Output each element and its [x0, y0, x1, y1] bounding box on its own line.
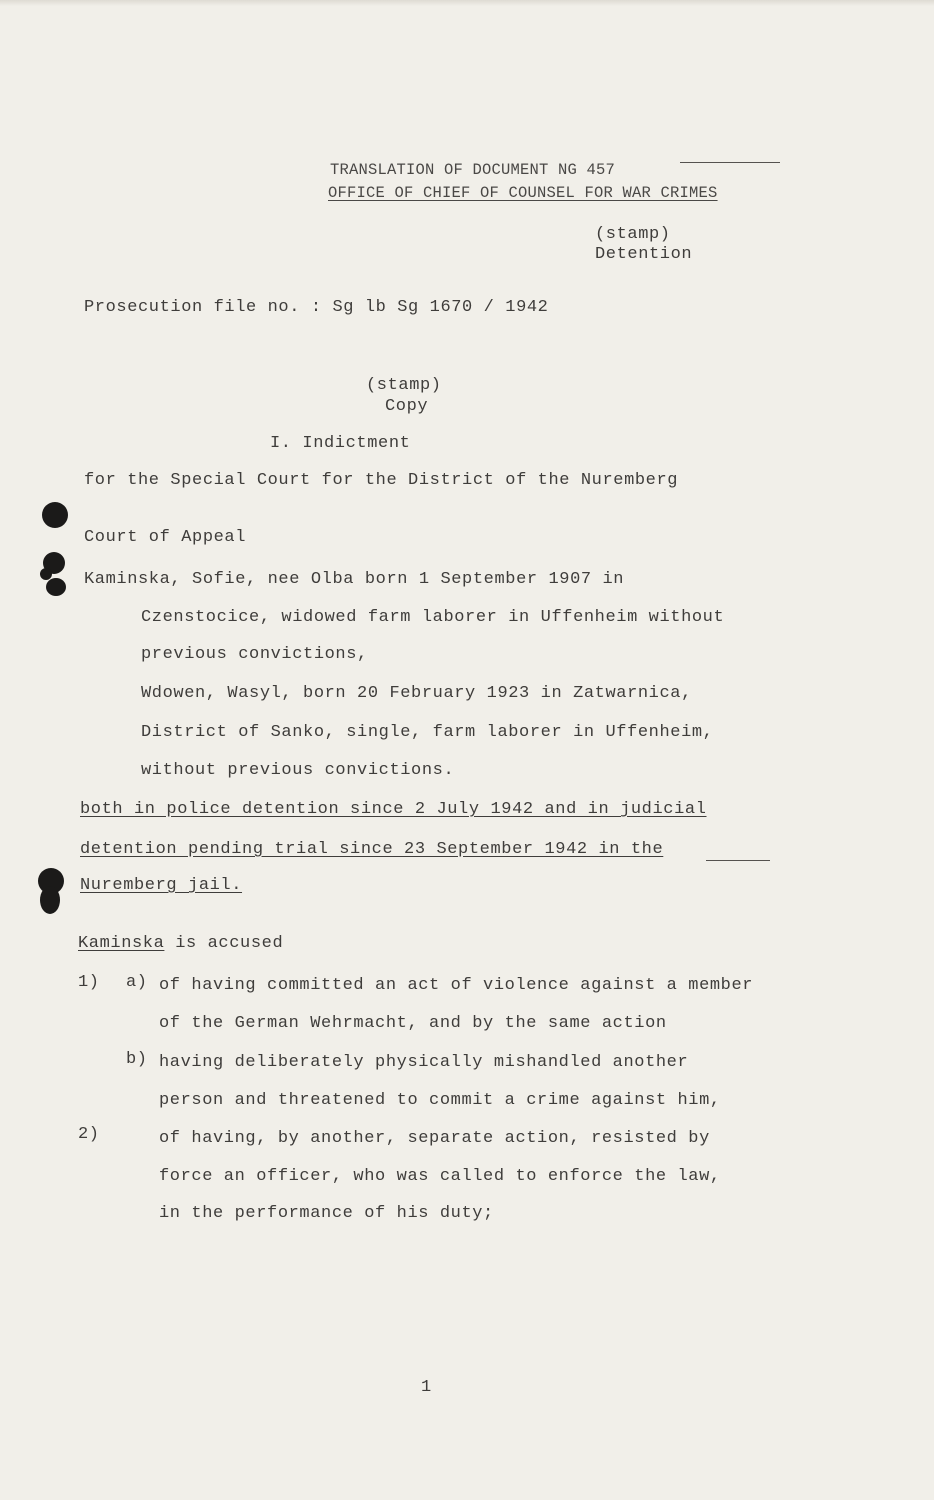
defendant-2-line-2: District of Sanko, single, farm laborer in Uffenheim, [141, 723, 714, 742]
punch-hole [42, 502, 68, 528]
charge-1a-letter: a) [126, 973, 148, 992]
defendant-1-line-1: Kaminska, Sofie, nee Olba born 1 September 1907 in [84, 570, 625, 589]
defendant-1-line-2: Czenstocice, widowed farm laborer in Uffenheim without [141, 608, 725, 627]
detention-line-3: Nuremberg jail. [80, 876, 243, 895]
detention-line-2: detention pending trial since 23 September 1942 in the [80, 840, 664, 859]
charge-1-number: 1) [78, 973, 100, 992]
page-number: 1 [421, 1378, 432, 1397]
charge-1b-line-1: having deliberately physically mishandled another [159, 1053, 689, 1072]
header-rule [680, 162, 780, 163]
detention-line-1: both in police detention since 2 July 1942 and in judicial [80, 800, 707, 819]
translation-title: TRANSLATION OF DOCUMENT NG 457 [330, 161, 616, 179]
defendant-1-line-3: previous convictions, [141, 645, 368, 664]
charge-2-line-2: force an officer, who was called to enforce the law, [159, 1167, 721, 1186]
stamp-copy-label: (stamp) [366, 376, 442, 395]
indictment-heading: I. Indictment [270, 434, 411, 453]
charge-2-line-1: of having, by another, separate action, resisted by [159, 1129, 710, 1148]
defendant-2-line-1: Wdowen, Wasyl, born 20 February 1923 in Zatwarnica, [141, 684, 692, 703]
charge-1b-letter: b) [126, 1050, 148, 1069]
accused-line [78, 934, 283, 953]
charge-1a-line-2: of the German Wehrmacht, and by the same action [159, 1014, 667, 1033]
charge-1b-line-2: person and threatened to commit a crime against him, [159, 1091, 721, 1110]
office-title: OFFICE OF CHIEF OF COUNSEL FOR WAR CRIMES [328, 184, 718, 202]
punch-hole [40, 886, 60, 914]
accused-name: Kaminska [78, 934, 165, 953]
scan-edge [0, 0, 934, 6]
prosecution-file-number: Prosecution file no. : Sg lb Sg 1670 / 1942 [84, 298, 549, 317]
stamp-detention-label: (stamp) [595, 225, 671, 244]
charge-2-number: 2) [78, 1125, 100, 1144]
punch-hole [46, 578, 66, 596]
court-line-2: Court of Appeal [84, 528, 247, 547]
accused-text: is accused [164, 934, 284, 953]
detention-rule [706, 860, 770, 861]
stamp-detention-text: Detention [595, 245, 693, 264]
court-line-1: for the Special Court for the District of the Nuremberg [84, 471, 679, 490]
charge-1a-line-1: of having committed an act of violence against a member [159, 976, 754, 995]
stamp-copy-text: Copy [385, 397, 429, 416]
charge-2-line-3: in the performance of his duty; [159, 1204, 494, 1223]
defendant-2-line-3: without previous convictions. [141, 761, 455, 780]
